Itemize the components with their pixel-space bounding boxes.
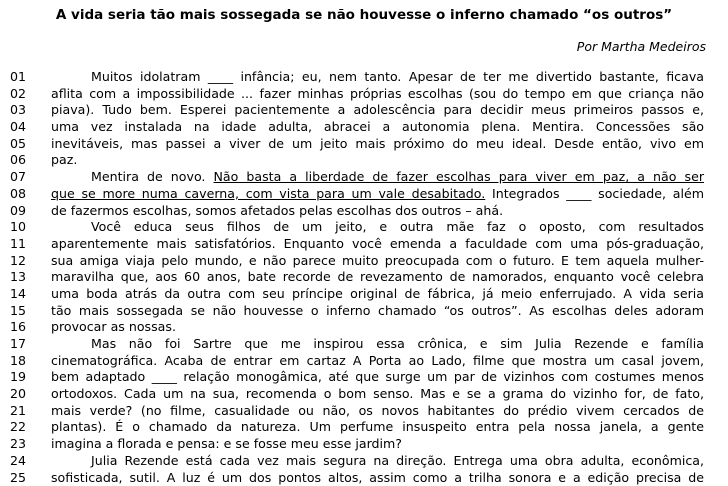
line-text: plantas). É o chamado da natureza. Um perfume insuspeito entra pela nossa janela, a gente xyxy=(51,419,704,436)
line-text: aparentemente mais satisfatórios. Enquanto você emenda a faculdade com uma pós-graduação, xyxy=(51,236,704,253)
line-text: inevitáveis, mas passei a viver de um jeito mais próximo do meu ideal. Desde então, vivo em xyxy=(51,136,704,153)
text-line xyxy=(0,319,728,336)
line-number: 18 xyxy=(10,353,40,370)
line-number: 21 xyxy=(10,403,40,420)
line-text: aflita com a impossibilidade ... fazer minhas próprias escolhas (sou do tempo em que criança não xyxy=(51,86,704,103)
text-line xyxy=(0,86,728,103)
text-line xyxy=(0,152,728,169)
line-number: 24 xyxy=(10,453,40,470)
line-text: piava). Tudo bem. Esperei pacientemente a adolescência para decidir meus primeiros passos e, xyxy=(51,102,704,119)
line-number: 13 xyxy=(10,269,40,286)
line-text: mais verde? (no filme, casualidade ou não, os novos habitantes do prédio vivem cercados de xyxy=(51,403,704,420)
line-text: paz. xyxy=(51,152,704,169)
text-line xyxy=(0,269,728,286)
line-text-plain: Mentira de novo. xyxy=(91,169,214,184)
line-number: 12 xyxy=(10,253,40,270)
line-number: 15 xyxy=(10,303,40,320)
line-number: 05 xyxy=(10,136,40,153)
line-text: Julia Rezende está cada vez mais segura na direção. Entrega uma obra adulta, econômica, xyxy=(91,453,704,470)
text-line xyxy=(0,336,728,353)
line-text: cinematográfica. Acaba de entrar em cartaz A Porta ao Lado, filme que mostra um casal jovem, xyxy=(51,353,704,370)
line-number: 14 xyxy=(10,286,40,303)
text-line xyxy=(0,436,728,453)
numbered-text-body xyxy=(0,69,728,486)
text-line xyxy=(0,453,728,470)
line-text: Mas não foi Sartre que me inspirou essa crônica, e sim Julia Rezende e família xyxy=(91,336,704,353)
text-line xyxy=(0,286,728,303)
line-text xyxy=(51,186,704,203)
line-text: Você educa seus filhos de um jeito, e outra mãe faz o oposto, com resultados xyxy=(91,219,704,236)
line-number: 03 xyxy=(10,102,40,119)
text-line xyxy=(0,203,728,220)
line-number: 25 xyxy=(10,470,40,486)
line-number: 04 xyxy=(10,119,40,136)
line-number: 20 xyxy=(10,386,40,403)
line-number: 22 xyxy=(10,419,40,436)
text-line xyxy=(0,136,728,153)
underlined-passage: que se more numa caverna, com vista para um vale desabitado. xyxy=(51,186,485,201)
line-text: de fazermos escolhas, somos afetados pelas escolhas dos outros – ahá. xyxy=(51,203,704,220)
line-number: 02 xyxy=(10,86,40,103)
line-text: maravilha que, aos 60 anos, bate recorde de revezamento de namorados, enquanto você celebra xyxy=(51,269,704,286)
author-byline: Por Martha Medeiros xyxy=(577,38,706,56)
text-line xyxy=(0,470,728,486)
line-number: 19 xyxy=(10,369,40,386)
text-line xyxy=(0,169,728,186)
underlined-passage: Não basta a liberdade de fazer escolhas para viver em paz, a não ser xyxy=(214,169,705,184)
text-line xyxy=(0,386,728,403)
line-text: imagina a florada e pensa: e se fosse meu esse jardim? xyxy=(51,436,704,453)
document-title: A vida seria tão mais sossegada se não houvesse o inferno chamado “os outros” xyxy=(0,6,728,24)
line-number: 06 xyxy=(10,152,40,169)
text-line xyxy=(0,186,728,203)
line-text xyxy=(91,169,704,186)
line-text: ortodoxos. Cada um na sua, recomenda o bom senso. Mas e se a grama do vizinho for, de fato, xyxy=(51,386,704,403)
text-line xyxy=(0,353,728,370)
text-line xyxy=(0,236,728,253)
text-line xyxy=(0,403,728,420)
line-text: provocar as nossas. xyxy=(51,319,704,336)
line-number: 17 xyxy=(10,336,40,353)
text-line xyxy=(0,419,728,436)
line-text: uma boda atrás da outra com seu príncipe original de fábrica, já meio enferrujado. A vida seria xyxy=(51,286,704,303)
line-text: tão mais sossegada se não houvesse o inferno chamado “os outros”. As escolhas deles adoram xyxy=(51,303,704,320)
line-number: 10 xyxy=(10,219,40,236)
line-text: uma vez instalada na idade adulta, abracei a autonomia plena. Mentira. Concessões são xyxy=(51,119,704,136)
line-number: 07 xyxy=(10,169,40,186)
text-line xyxy=(0,369,728,386)
line-number: 08 xyxy=(10,186,40,203)
line-text: sofisticada, sutil. A luz é um dos pontos altos, assim como a trilha sonora e a edição precisa de xyxy=(51,470,704,486)
line-number: 01 xyxy=(10,69,40,86)
line-number: 09 xyxy=(10,203,40,220)
text-line xyxy=(0,303,728,320)
line-number: 11 xyxy=(10,236,40,253)
text-line xyxy=(0,119,728,136)
line-number: 16 xyxy=(10,319,40,336)
text-line xyxy=(0,102,728,119)
text-line xyxy=(0,219,728,236)
line-text-plain: Integrados ____ sociedade, além xyxy=(485,186,704,201)
line-text: Muitos idolatram ____ infância; eu, nem tanto. Apesar de ter me divertido bastante, ficava xyxy=(91,69,704,86)
line-number: 23 xyxy=(10,436,40,453)
text-line xyxy=(0,253,728,270)
line-text: bem adaptado ____ relação monogâmica, até que surge um par de vizinhos com costumes menos xyxy=(51,369,704,386)
text-line xyxy=(0,69,728,86)
line-text: sua amiga viaja pelo mundo, e não parece muito preocupada com o futuro. E tem aquela mulher- xyxy=(51,253,704,270)
